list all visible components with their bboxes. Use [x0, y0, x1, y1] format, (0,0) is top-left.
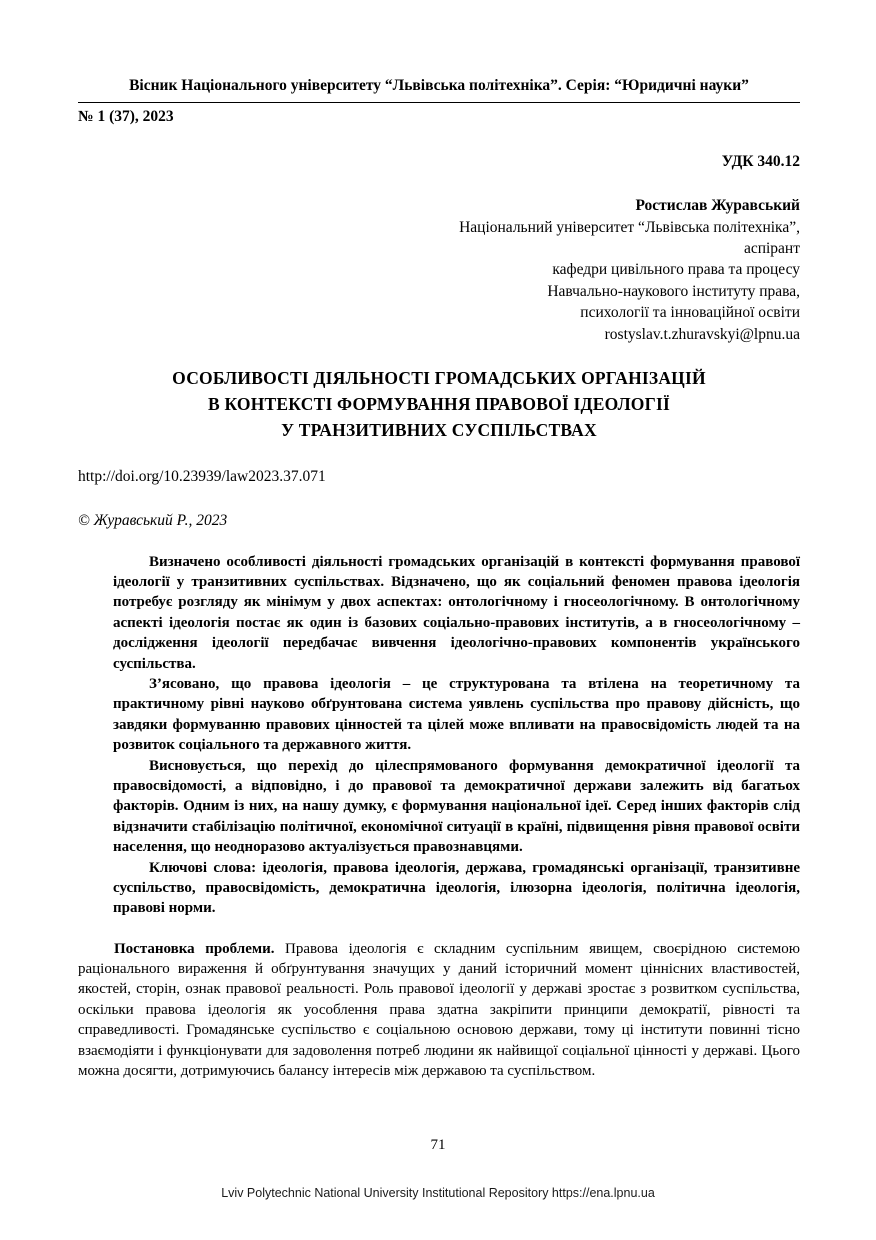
keywords-paragraph: Ключові слова: ідеологія, правова ідеологія, держава, громадянські організації, транзитивне суспільство, правосвідомість, демократична ідеологія, ілюзорна ідеологія, політична ідеологія, правові норми. [113, 859, 800, 917]
body-paragraph [78, 939, 800, 1082]
author-block [78, 195, 800, 345]
issue-number: № 1 (37), 2023 [78, 108, 174, 126]
article-title-line: В КОНТЕКСТІ ФОРМУВАННЯ ПРАВОВОЇ ІДЕОЛОГІЇ [208, 394, 670, 415]
body-text: Правова ідеологія є складним суспільним явищем, своєрідною системою раціонального вираження й обґрунтування значущих у даний історичний момент ціннісних властивостей, якостей, сторін, ознак правової реальності. Роль правової ідеології у державі зростає з розвитком суспільства, оскільки правова ідеологія як уособлення права здатна закріпити принципи демократії, рівності та справедливості. Громадянське суспільство є соціальною основою держави, тому ці інститути повинні тісно взаємодіяти і функціонувати для задоволення потреб людини як найвищої соціальної цінності у державі. Цього можна досягти, дотримуючись балансу інтересів між державою та суспільством. [78, 940, 800, 1080]
journal-title: Вісник Національного університету “Львівська політехніка”. Серія: “Юридичні науки” [129, 77, 749, 94]
article-title-line: У ТРАНЗИТИВНИХ СУСПІЛЬСТВАХ [281, 420, 597, 441]
copyright-notice: © Журавський Р., 2023 [78, 511, 228, 529]
author-affiliation-line: Навчально-наукового інституту права, [547, 282, 800, 300]
header-divider [78, 102, 800, 103]
journal-header [78, 76, 800, 127]
abstract-paragraph: З’ясовано, що правова ідеологія – це структурована та втілена на теоретичному та практичному рівні науково обґрунтована система уявлень суспільства про правову дійсність, що завдяки формуванню правових цінностей та цілей може впливати на правосвідомість людей та на розвиток соціального та державного життя. [113, 676, 800, 754]
udc-code: УДК 340.12 [721, 153, 800, 171]
abstract-paragraph: Визначено особливості діяльності громадських організацій в контексті формування правової ідеології у транзитивних суспільствах. Відзначено, що як соціальний феномен правова ідеологія потребує розгляду як мінімум у двох аспектах: онтологічному і гносеологічному. В онтологічному аспекті ідеологія постає як один із базових соціально-правових інститутів, а в гносеологічному – дослідження ідеології передбачає вивчення ідеологічно-правових компонентів українського суспільства. [113, 553, 800, 672]
author-affiliation-line: кафедри цивільного права та процесу [552, 261, 800, 279]
repository-footer: Lviv Polytechnic National University Institutional Repository https://ena.lpnu.ua [221, 1186, 655, 1200]
abstract-paragraph: Висновується, що перехід до цілеспрямованого формування демократичної ідеології та правосвідомості, а відповідно, і до правової та демократичної держави залежить від багатьох факторів. Одним із них, на нашу думку, є формування національної ідеї. Серед інших факторів слід відзначити стабілізацію політичної, економічної ситуації в країні, підвищення рівня правової освіти населення, що неодноразово актуалізується правознавцями. [113, 757, 800, 856]
article-title [88, 365, 790, 444]
author-name: Ростислав Журавський [635, 197, 800, 215]
author-affiliation-line: аспірант [743, 240, 800, 258]
page-number: 71 [430, 1137, 446, 1153]
doi-text: http://doi.org/10.23939/law2023.37.071 [78, 467, 326, 485]
section-lead: Постановка проблеми. [114, 940, 275, 957]
author-email: rostyslav.t.zhuravskyi@lpnu.ua [604, 325, 800, 343]
article-title-line: ОСОБЛИВОСТІ ДІЯЛЬНОСТІ ГРОМАДСЬКИХ ОРГАНІЗАЦІЙ [172, 367, 706, 388]
author-affiliation-line: психології та інноваційної освіти [580, 304, 800, 322]
abstract-section [113, 552, 800, 919]
author-affiliation-line: Національний університет “Львівська політехніка”, [459, 218, 800, 236]
